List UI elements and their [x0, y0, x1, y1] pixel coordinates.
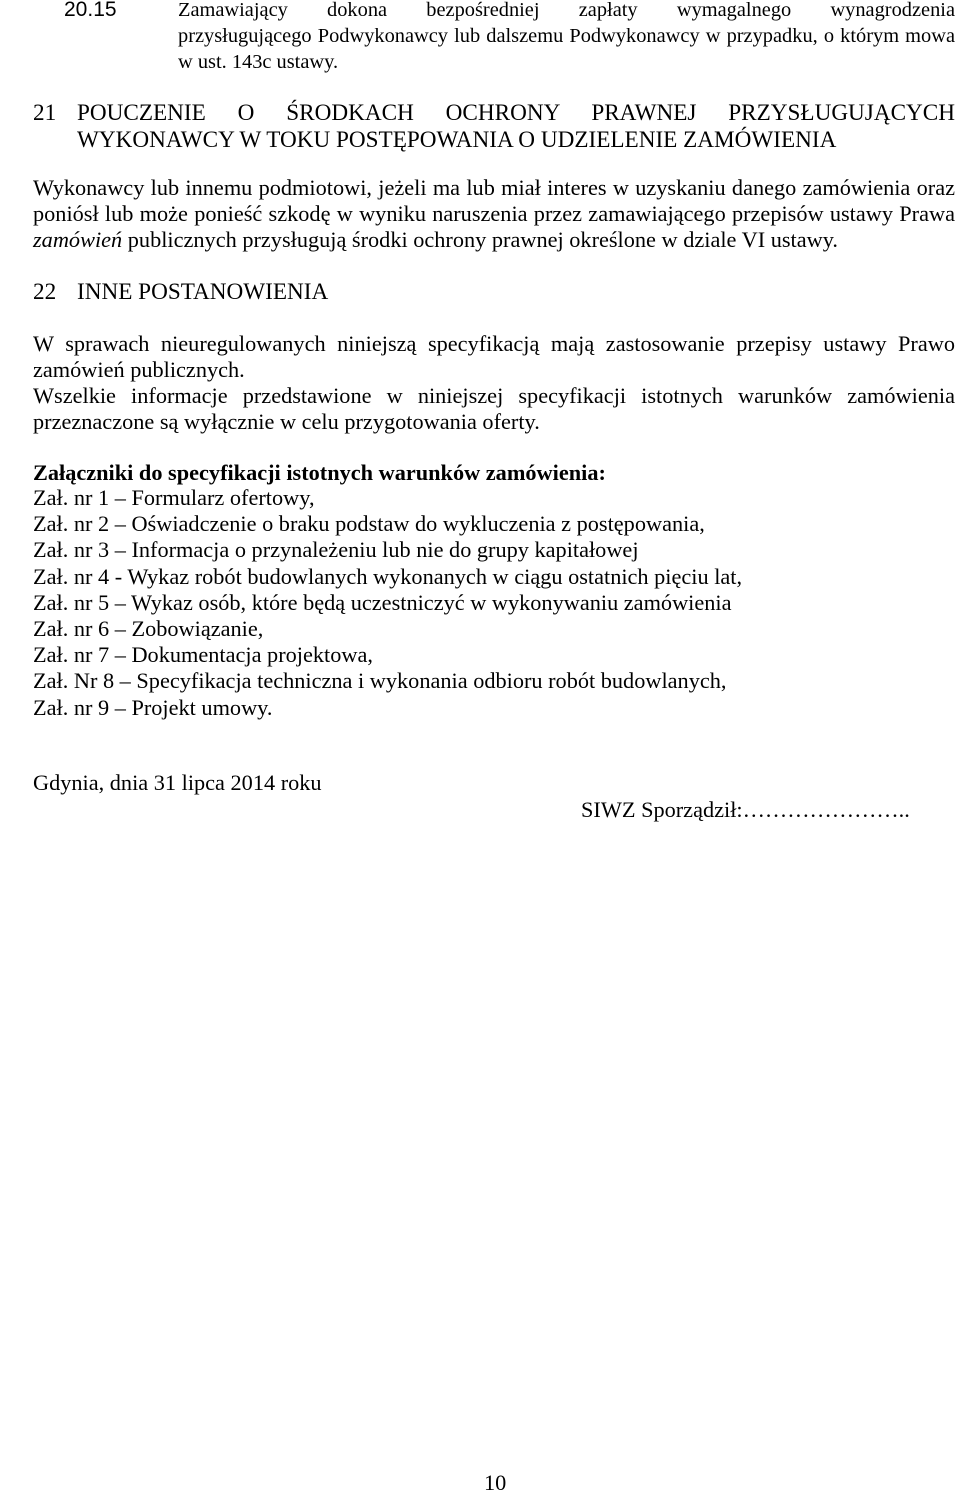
attachment-item: Zał. nr 5 – Wykaz osób, które będą uczestniczyć w wykonywaniu zamówienia [33, 590, 732, 615]
place-and-date: Gdynia, dnia 31 lipca 2014 roku [33, 770, 322, 795]
provisions-paragraph-2-line-1: Wszelkie informacje przedstawione w niniejszej specyfikacji istotnych warunków zamówienia [33, 383, 955, 408]
provisions-paragraph-2-line-2: przeznaczone są wyłącznie w celu przygotowania oferty. [33, 409, 540, 434]
section-number-20-15: 20.15 [64, 0, 117, 21]
remedies-paragraph-line-3 [33, 227, 838, 253]
attachment-item: Zał. nr 3 – Informacja o przynależeniu lub nie do grupy kapitałowej [33, 537, 639, 562]
page-number: 10 [484, 1470, 507, 1493]
italic-term: zamówień [33, 227, 123, 252]
attachment-item: Zał. nr 2 – Oświadczenie o braku podstaw do wykluczenia z postępowania, [33, 511, 705, 536]
prepared-by-signature-line: SIWZ Sporządził:………………….. [581, 797, 910, 822]
section-21-heading-line-2: WYKONAWCY W TOKU POSTĘPOWANIA O UDZIELENIE ZAMÓWIENIA [77, 127, 837, 153]
provisions-paragraph-1-line-2: zamówień publicznych. [33, 357, 245, 382]
section-20-15-line-1: Zamawiający dokona bezpośredniej zapłaty wymagalnego wynagrodzenia [178, 0, 955, 21]
section-number-22: 22 [33, 279, 57, 305]
section-21-heading-line-1: POUCZENIE O ŚRODKACH OCHRONY PRAWNEJ PRZYSŁUGUJĄCYCH [77, 100, 955, 126]
attachment-item: Zał. nr 9 – Projekt umowy. [33, 695, 273, 720]
remedies-paragraph-line-2: poniósł lub może ponieść szkodę w wyniku naruszenia przez zamawiającego przepisów ustawy Prawa [33, 201, 955, 226]
remedies-paragraph-line-1: Wykonawcy lub innemu podmiotowi, jeżeli ma lub miał interes w uzyskaniu danego zamówienia oraz [33, 175, 955, 200]
section-22-heading: INNE POSTANOWIENIA [77, 279, 329, 305]
remedies-paragraph-line-3-rest: publicznych przysługują środki ochrony prawnej określone w dziale VI ustawy. [127, 227, 838, 252]
attachment-item: Zał. nr 1 – Formularz ofertowy, [33, 485, 315, 510]
attachments-title: Załączniki do specyfikacji istotnych warunków zamówienia: [33, 460, 606, 485]
attachment-item: Zał. Nr 8 – Specyfikacja techniczna i wykonania odbioru robót budowlanych, [33, 668, 727, 693]
attachment-item: Zał. nr 7 – Dokumentacja projektowa, [33, 642, 373, 667]
attachment-item: Zał. nr 6 – Zobowiązanie, [33, 616, 264, 641]
section-20-15-line-2: przysługującego Podwykonawcy lub dalszemu Podwykonawcy w przypadku, o którym mowa [178, 25, 955, 47]
attachment-item: Zał. nr 4 - Wykaz robót budowlanych wykonanych w ciągu ostatnich pięciu lat, [33, 564, 743, 589]
section-20-15-line-3: w ust. 143c ustawy. [178, 51, 339, 73]
section-number-21: 21 [33, 100, 57, 126]
provisions-paragraph-1-line-1: W sprawach nieuregulowanych niniejszą specyfikacją mają zastosowanie przepisy ustawy Prawo [33, 331, 955, 356]
